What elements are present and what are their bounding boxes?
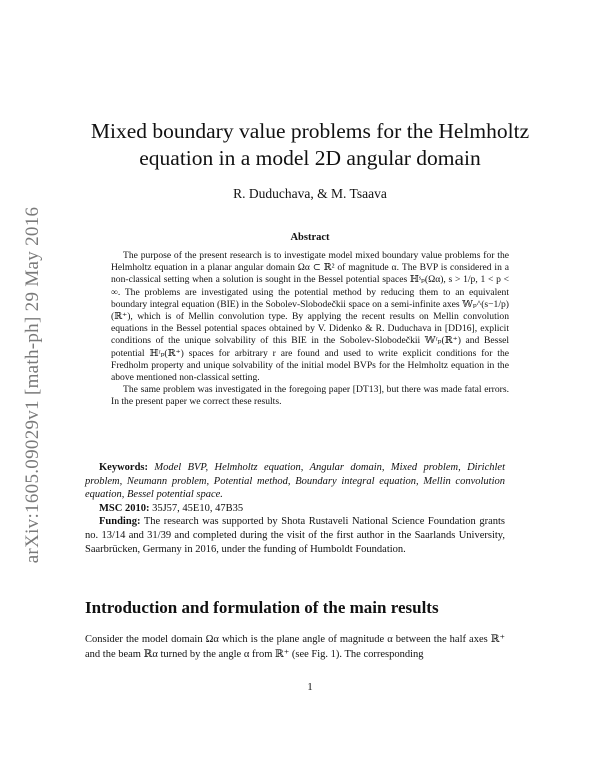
funding-text: The research was supported by Shota Rustaveli National Science Foundation grants no. 13/14 and 31/39 and completed during the visit of the first author in the Saarlands University, Saarbrücken, Germany in 2016, under the funding of Humboldt Foundation. [85, 516, 505, 555]
abstract-heading: Abstract [290, 232, 330, 243]
msc-text: 35J57, 45E10, 47B35 [152, 502, 244, 514]
arxiv-identifier: arXiv:1605.09029v1 [math-ph] 29 May 2016 [22, 206, 43, 564]
intro-paragraph: Consider the model domain Ωα which is the plane angle of magnitude α between the half axes ℝ⁺ and the beam ℝα turned by the angle α from ℝ⁺ (see Fig. 1). The corresponding [85, 634, 505, 660]
abstract-paragraph-1: The purpose of the present research is to investigate model mixed boundary value problems for the Helmholtz equation in a planar angular domain Ωα ⊂ ℝ² of magnitude α. The BVP is considered in a non-classical setting when a solution is sought in the Bessel potential spaces ℍˢₚ(Ωα), s > 1/p, 1 < p < ∞. The problems are investigated using the potential method by reducing them to an equivalent boundary integral equation (BIE) in the Sobolev-Slobodečkii space on a semi-infinite axes 𝕎ₚ^(s−1/p)(ℝ⁺), which is of Mellin convolution type. By applying the recent results on Mellin convolution equations in the Bessel potential spaces obtained by V. Didenko & R. Duduchava in [DD16], explicit conditions of the unique solvability of this BIE in the Sobolev-Slobodečkii 𝕎ʳₚ(ℝ⁺) and Bessel potential ℍʳₚ(ℝ⁺) spaces for arbitrary r are found and used to write explicit conditions for the Fredholm property and unique solvability of the initial model BVPs for the Helmholtz equation in the above mentioned non-classical setting. [111, 250, 509, 384]
page-number: 1 [307, 681, 313, 693]
msc-label: MSC 2010: [99, 502, 150, 514]
authors: R. Duduchava, & M. Tsaava [233, 186, 387, 201]
section-title: Introduction and formulation of the main results [85, 598, 439, 617]
msc [85, 502, 505, 516]
abstract-paragraph-2: The same problem was investigated in the foregoing paper [DT13], but there was made fatal errors. In the present paper we correct these results. [111, 384, 509, 408]
abstract [111, 250, 509, 409]
funding [85, 515, 505, 556]
keywords [85, 461, 505, 502]
paper-title [60, 118, 560, 172]
keywords-text: Model BVP, Helmholtz equation, Angular domain, Mixed problem, Dirichlet problem, Neumann problem, Potential method, Boundary integral equation, Mellin convolution equation, Bessel potential space. [85, 462, 506, 501]
funding-label: Funding: [99, 516, 141, 528]
title-line-2: equation in a model 2D angular domain [139, 146, 481, 170]
keywords-label: Keywords: [99, 462, 148, 473]
arxiv-side-label [10, 185, 56, 585]
front-matter [85, 461, 505, 556]
title-line-1: Mixed boundary value problems for the Helmholtz [90, 119, 530, 143]
